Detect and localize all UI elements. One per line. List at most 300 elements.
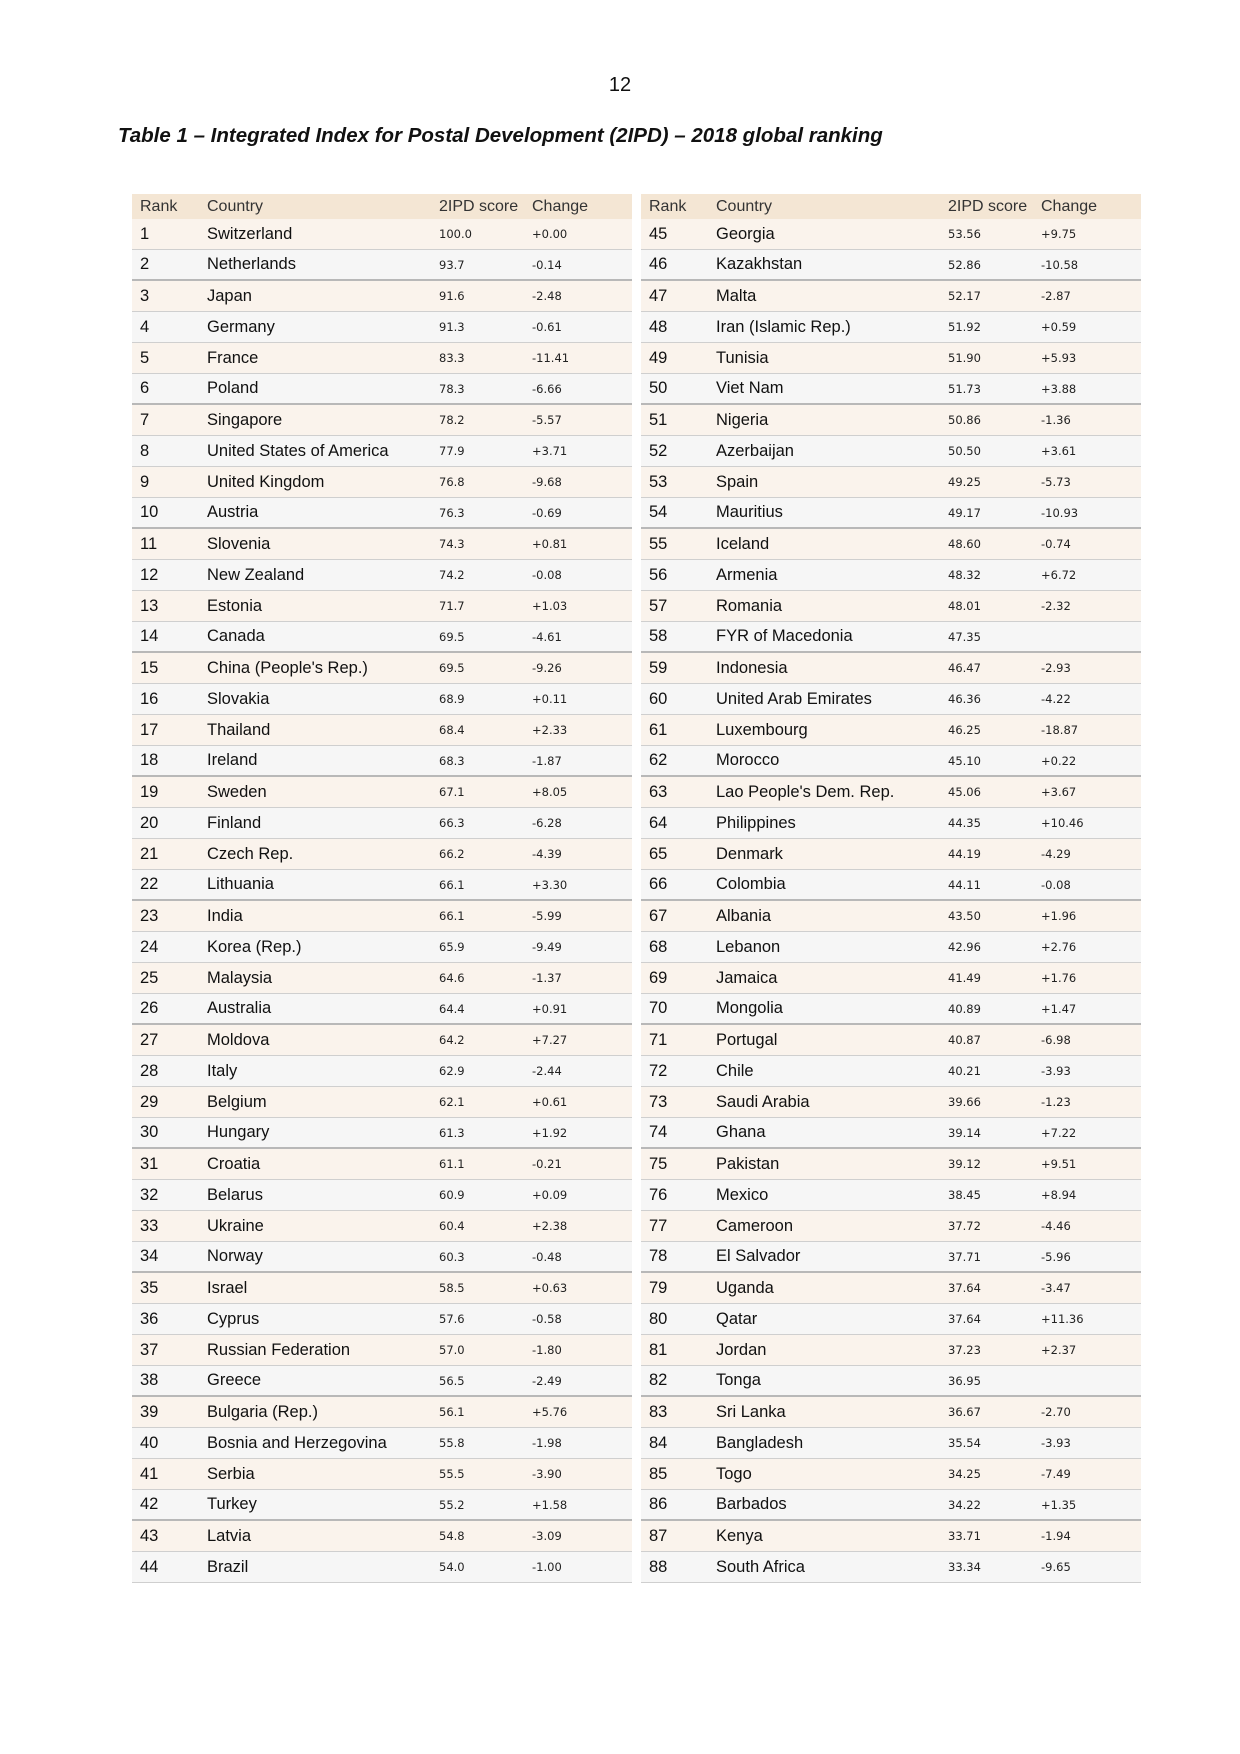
score-cell: 49.17 [948,505,981,520]
score-cell: 44.11 [948,877,981,892]
score-cell: 44.19 [948,847,981,861]
table-row [641,591,1141,622]
change-cell: +2.33 [532,723,568,737]
rank-cell: 15 [140,658,159,677]
change-cell: -5.96 [1041,1249,1071,1264]
table-header [132,194,632,219]
country-cell: Belarus [207,1185,263,1204]
country-cell: Albania [716,906,772,925]
score-cell: 50.50 [948,444,981,458]
country-cell: Bulgaria (Rep.) [207,1402,318,1421]
rank-cell: 8 [140,441,150,460]
change-cell: -18.87 [1041,723,1079,737]
rank-cell: 86 [649,1495,668,1513]
country-cell: United Arab Emirates [716,689,872,708]
table-row [132,498,632,529]
score-cell: 55.2 [439,1497,465,1512]
score-cell: 91.3 [439,320,465,334]
change-cell: -9.26 [532,661,562,675]
rank-cell: 10 [140,503,159,521]
score-cell: 65.9 [439,940,465,954]
country-cell: Cameroon [716,1216,794,1235]
table-row [641,405,1141,436]
change-cell: -4.46 [1041,1219,1071,1233]
table-row [132,312,632,343]
score-cell: 62.9 [439,1064,465,1078]
score-cell: 78.2 [439,413,465,427]
score-cell: 37.64 [948,1312,981,1326]
rank-cell: 69 [649,968,668,987]
table-row [132,1490,632,1521]
change-cell: +10.46 [1041,816,1084,830]
table-row [641,1304,1141,1335]
table-row [132,1552,632,1583]
country-cell: Slovakia [207,689,270,708]
change-cell: +2.37 [1041,1343,1077,1357]
header-rank: Rank [649,197,687,215]
change-cell: -1.80 [532,1343,562,1357]
rank-cell: 38 [140,1371,159,1389]
rank-cell: 73 [649,1092,668,1111]
change-cell: -1.23 [1041,1095,1071,1109]
score-cell: 69.5 [439,629,465,644]
rank-cell: 54 [649,503,668,521]
score-cell: 56.5 [439,1373,465,1388]
country-cell: South Africa [716,1557,805,1576]
rank-cell: 68 [649,937,668,956]
rank-cell: 3 [140,286,150,305]
table-row [132,1521,632,1552]
table-row [132,343,632,374]
change-cell: -1.98 [532,1436,562,1450]
score-cell: 93.7 [439,257,465,272]
country-cell: Morocco [716,751,780,769]
score-cell: 69.5 [439,661,465,675]
rank-cell: 44 [140,1557,159,1576]
country-cell: Ukraine [207,1216,264,1235]
table-row [132,250,632,281]
rank-cell: 23 [140,906,159,925]
rank-cell: 40 [140,1433,159,1452]
change-cell: -2.48 [532,289,562,303]
table-row [132,746,632,777]
country-cell: Brazil [207,1557,249,1576]
score-cell: 58.5 [439,1281,465,1295]
country-cell: New Zealand [207,565,305,584]
score-cell: 68.4 [439,723,465,737]
score-cell: 91.6 [439,289,465,303]
country-cell: Iran (Islamic Rep.) [716,317,851,336]
score-cell: 51.90 [948,351,981,365]
change-cell: +9.51 [1041,1157,1077,1171]
score-cell: 68.9 [439,692,465,706]
country-cell: India [207,906,243,925]
country-cell: FYR of Macedonia [716,627,853,645]
change-cell: +0.81 [532,537,568,551]
table-row [641,932,1141,963]
change-cell: +5.76 [532,1405,568,1419]
rank-cell: 29 [140,1092,159,1111]
country-cell: Croatia [207,1154,261,1173]
table-row [132,1025,632,1056]
table-header [641,194,1141,219]
table-row [641,1459,1141,1490]
score-cell: 35.54 [948,1436,981,1450]
country-cell: Canada [207,627,265,645]
table-row [641,250,1141,281]
country-cell: Pakistan [716,1154,780,1173]
change-cell: +1.76 [1041,971,1077,985]
rank-cell: 42 [140,1495,159,1513]
country-cell: Saudi Arabia [716,1092,810,1111]
change-cell: +7.27 [532,1033,568,1047]
score-cell: 37.23 [948,1343,981,1357]
score-cell: 68.3 [439,753,465,768]
rank-cell: 62 [649,751,668,769]
country-cell: Sweden [207,782,267,801]
rank-cell: 51 [649,410,668,429]
score-cell: 52.17 [948,289,981,303]
rank-cell: 19 [140,782,159,801]
table-row [132,684,632,715]
change-cell: +3.71 [532,444,568,458]
change-cell: -0.61 [532,320,562,334]
table-row [641,529,1141,560]
header-country: Country [207,197,264,215]
table-row [132,529,632,560]
score-cell: 54.8 [439,1529,465,1543]
header-change: Change [532,197,589,215]
country-cell: Singapore [207,410,283,429]
ranking-table-right [641,194,1141,1583]
score-cell: 52.86 [948,257,981,272]
score-cell: 76.3 [439,505,465,520]
change-cell: +5.93 [1041,351,1077,365]
table-row [641,560,1141,591]
table-row [641,1025,1141,1056]
country-cell: Spain [716,472,759,491]
score-cell: 48.60 [948,537,981,551]
table-row [641,963,1141,994]
table-row [641,343,1141,374]
table-row [641,1397,1141,1428]
country-cell: Australia [207,999,272,1017]
rank-cell: 77 [649,1216,668,1235]
table-row [132,870,632,901]
change-cell: -4.22 [1041,692,1071,706]
country-cell: Malta [716,286,757,305]
score-cell: 39.66 [948,1095,981,1109]
country-cell: Tunisia [716,348,769,367]
rank-cell: 53 [649,472,668,491]
table-row [641,1087,1141,1118]
table-row [132,374,632,405]
table-row [132,436,632,467]
table-row [132,1428,632,1459]
score-cell: 39.14 [948,1125,981,1140]
change-cell: +11.36 [1041,1312,1084,1326]
country-cell: Ghana [716,1123,766,1141]
page-number: 12 [608,74,632,96]
table-row [641,901,1141,932]
score-cell: 61.3 [439,1125,465,1140]
change-cell: -4.29 [1041,847,1071,861]
table-row [641,1552,1141,1583]
country-cell: Lao People's Dem. Rep. [716,782,895,801]
country-cell: Mauritius [716,503,783,521]
table-row [132,932,632,963]
score-cell: 74.2 [439,568,465,582]
change-cell: +8.05 [532,785,568,799]
table-row [641,622,1141,653]
rank-cell: 57 [649,596,668,615]
score-cell: 51.73 [948,381,981,396]
change-cell: +3.61 [1041,444,1077,458]
country-cell: Cyprus [207,1309,260,1328]
change-cell: -6.66 [532,381,562,396]
rank-cell: 78 [649,1247,668,1265]
change-cell: -10.58 [1041,257,1079,272]
table-row [641,1149,1141,1180]
score-cell: 46.25 [948,723,981,737]
header-rank: Rank [140,197,178,215]
change-cell: +0.63 [532,1281,568,1295]
change-cell: -2.93 [1041,661,1071,675]
score-cell: 49.25 [948,475,981,489]
table-row [132,1056,632,1087]
change-cell: -0.74 [1041,537,1071,551]
change-cell: +3.30 [532,877,568,892]
country-cell: Estonia [207,596,263,615]
change-cell: -0.08 [1041,877,1071,892]
ranking-table-left [132,194,632,1583]
change-cell: +1.92 [532,1125,568,1140]
country-cell: Colombia [716,875,786,893]
score-cell: 42.96 [948,940,981,954]
rank-cell: 27 [140,1030,159,1049]
country-cell: Qatar [716,1309,758,1328]
change-cell: +1.58 [532,1497,568,1512]
rank-cell: 63 [649,782,668,801]
rank-cell: 67 [649,906,668,925]
change-cell: -0.08 [532,568,562,582]
rank-cell: 33 [140,1216,159,1235]
score-cell: 61.1 [439,1157,465,1171]
score-cell: 40.87 [948,1033,981,1047]
score-cell: 33.34 [948,1560,981,1574]
score-cell: 57.6 [439,1312,465,1326]
change-cell: -5.73 [1041,475,1071,489]
change-cell: -0.21 [532,1157,562,1171]
rank-cell: 21 [140,844,159,863]
score-cell: 40.89 [948,1001,981,1016]
rank-cell: 16 [140,689,159,708]
header-country: Country [716,197,773,215]
score-cell: 60.3 [439,1249,465,1264]
change-cell: -2.70 [1041,1405,1071,1419]
change-cell: +1.03 [532,599,568,613]
score-cell: 36.95 [948,1373,981,1388]
score-cell: 40.21 [948,1064,981,1078]
table-row [132,1211,632,1242]
rank-cell: 70 [649,999,668,1017]
rank-cell: 81 [649,1340,668,1359]
score-cell: 55.5 [439,1467,465,1481]
table-row [641,312,1141,343]
country-cell: France [207,348,259,367]
country-cell: Georgia [716,224,775,243]
score-cell: 57.0 [439,1343,465,1357]
country-cell: Latvia [207,1526,252,1545]
country-cell: Ireland [207,751,258,769]
header-score: 2IPD score [439,197,519,215]
rank-cell: 84 [649,1433,668,1452]
table-row [132,1366,632,1397]
header-score: 2IPD score [948,197,1028,215]
table-row [132,1149,632,1180]
score-cell: 74.3 [439,537,465,551]
change-cell: +0.09 [532,1188,568,1202]
country-cell: United States of America [207,441,389,460]
rank-cell: 48 [649,317,668,336]
change-cell: -0.58 [532,1312,562,1326]
change-cell: -2.32 [1041,599,1071,613]
score-cell: 34.25 [948,1467,981,1481]
table-row [132,777,632,808]
rank-cell: 4 [140,317,150,336]
country-cell: Turkey [207,1495,257,1513]
country-cell: Luxembourg [716,720,808,739]
score-cell: 76.8 [439,475,465,489]
score-cell: 39.12 [948,1157,981,1171]
country-cell: Finland [207,813,262,832]
rank-cell: 18 [140,751,159,769]
change-cell: -6.98 [1041,1033,1071,1047]
score-cell: 41.49 [948,971,981,985]
rank-cell: 79 [649,1278,668,1297]
score-cell: 53.56 [948,227,981,241]
country-cell: Romania [716,596,783,615]
score-cell: 100.0 [439,227,472,241]
table-row [641,994,1141,1025]
rank-cell: 87 [649,1526,668,1545]
rank-cell: 55 [649,534,668,553]
change-cell: +2.38 [532,1219,568,1233]
change-cell: -1.37 [532,971,562,985]
score-cell: 78.3 [439,381,465,396]
rank-cell: 5 [140,348,150,367]
change-cell: +1.47 [1041,1001,1077,1016]
change-cell: +3.67 [1041,785,1077,799]
rank-cell: 9 [140,472,150,491]
table-row [641,653,1141,684]
table-row [132,467,632,498]
rank-cell: 22 [140,875,159,893]
change-cell: +7.22 [1041,1125,1077,1140]
country-cell: Jordan [716,1340,767,1359]
score-cell: 83.3 [439,351,465,365]
country-cell: Moldova [207,1030,270,1049]
change-cell: -0.14 [532,257,562,272]
country-cell: Azerbaijan [716,441,794,460]
country-cell: Israel [207,1278,248,1297]
score-cell: 43.50 [948,909,981,923]
score-cell: 64.2 [439,1033,465,1047]
score-cell: 54.0 [439,1560,465,1574]
table-row [641,1211,1141,1242]
rank-cell: 50 [649,379,668,397]
rank-cell: 12 [140,565,159,584]
score-cell: 64.4 [439,1001,465,1016]
table-row [132,281,632,312]
score-cell: 45.10 [948,753,981,768]
score-cell: 37.72 [948,1219,981,1233]
rank-cell: 14 [140,627,159,645]
change-cell: +9.75 [1041,227,1077,241]
table-row [641,281,1141,312]
rank-cell: 88 [649,1557,668,1576]
table-row [132,622,632,653]
country-cell: Norway [207,1247,263,1265]
country-cell: Serbia [207,1464,255,1483]
country-cell: Viet Nam [716,379,784,397]
change-cell: +2.76 [1041,940,1077,954]
country-cell: Bangladesh [716,1433,804,1452]
table-row [132,653,632,684]
rank-cell: 24 [140,937,159,956]
rank-cell: 39 [140,1402,159,1421]
table-row [641,1180,1141,1211]
table-row [641,684,1141,715]
score-cell: 62.1 [439,1095,465,1109]
rank-cell: 25 [140,968,159,987]
rank-cell: 30 [140,1123,159,1141]
table-row [641,498,1141,529]
rank-cell: 65 [649,844,668,863]
table-row [132,560,632,591]
score-cell: 37.71 [948,1249,981,1264]
change-cell: -3.47 [1041,1281,1071,1295]
rank-cell: 2 [140,255,150,273]
change-cell: +0.11 [532,692,568,706]
change-cell: +0.59 [1041,320,1077,334]
country-cell: Uganda [716,1278,774,1297]
change-cell: -5.57 [532,413,562,427]
change-cell: -2.87 [1041,289,1071,303]
table-body-left [132,219,632,1583]
rank-cell: 58 [649,627,668,645]
score-cell: 33.71 [948,1529,981,1543]
rank-cell: 75 [649,1154,668,1173]
country-cell: Tonga [716,1371,761,1389]
change-cell: -3.93 [1041,1064,1071,1078]
rank-cell: 34 [140,1247,159,1265]
country-cell: Lebanon [716,937,781,956]
change-cell: +1.35 [1041,1497,1077,1512]
country-cell: Kenya [716,1526,763,1545]
change-cell: -10.93 [1041,505,1079,520]
score-cell: 66.2 [439,847,465,861]
score-cell: 37.64 [948,1281,981,1295]
score-cell: 60.9 [439,1188,465,1202]
rank-cell: 83 [649,1402,668,1421]
score-cell: 44.35 [948,816,981,830]
change-cell: -1.87 [532,753,562,768]
table-row [641,1428,1141,1459]
table-row [641,715,1141,746]
country-cell: Bosnia and Herzegovina [207,1433,387,1452]
table-row [132,1335,632,1366]
